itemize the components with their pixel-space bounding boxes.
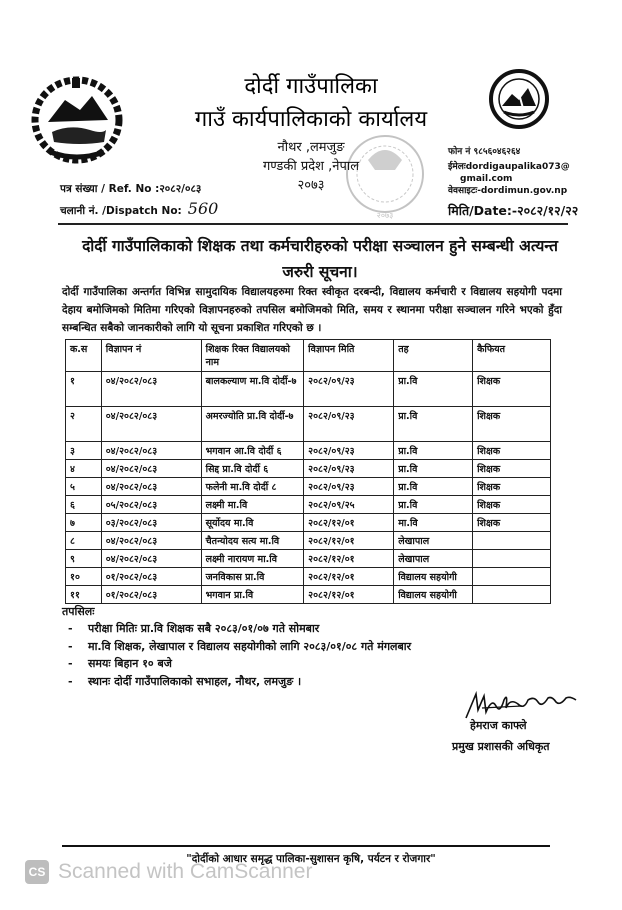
dispatch-value: 560 bbox=[187, 199, 219, 218]
cell-school: सिद्द प्रा.वि दोर्दी ६ bbox=[201, 460, 304, 478]
cell-remarks: शिक्षक bbox=[473, 442, 551, 460]
table-row bbox=[66, 514, 551, 532]
cell-ad-date: २०८२/०९/२३ bbox=[304, 407, 394, 442]
cell-ad-date: २०८२/१२/०१ bbox=[304, 532, 394, 550]
cell-ad-date: २०८२/१२/०१ bbox=[304, 514, 394, 532]
details-item-time: - समयः बिहान १० बजे bbox=[88, 655, 411, 673]
table-header-row bbox=[66, 340, 551, 372]
cell-ad-number: ०४/२०८२/०८३ bbox=[101, 478, 201, 496]
cell-serial: १ bbox=[66, 372, 102, 407]
cell-level: प्रा.वि bbox=[394, 372, 473, 407]
table-row bbox=[66, 372, 551, 407]
notice-body: दोर्दी गाउँपालिका अन्तर्गत विभिन्न सामुदायिक विद्यालयहरुमा रिक्त स्वीकृत दरबन्दी, विद्यालय कर्मचारी र विद्यालय सहयोगी पदमा देहाय बमोजिमको मितिमा गरिएको विज्ञापनहरुको तपसिल बमोजिमको मिति, समय र स्थानमा परीक्षा सञ्चालन गरिने भएको हुँदा सम्बन्धित सबैको जानकारीको लागि यो सूचना प्रकाशित गरिएको छ । bbox=[62, 286, 562, 334]
cell-level: विद्यालय सहयोगी bbox=[394, 586, 473, 604]
table-row bbox=[66, 478, 551, 496]
header-ad-date: विज्ञापन मिति bbox=[304, 340, 394, 372]
office-name: दोर्दी गाउँपालिका bbox=[244, 74, 378, 99]
advertisement-table bbox=[65, 339, 551, 604]
ref-label: पत्र संख्या / Ref. No : bbox=[60, 183, 160, 195]
table-row bbox=[66, 568, 551, 586]
cell-school: फलेनी मा.वि दोर्दी ८ bbox=[201, 478, 304, 496]
cell-serial: ३ bbox=[66, 442, 102, 460]
cell-remarks bbox=[473, 568, 551, 586]
cell-ad-number: ०४/२०८२/०८३ bbox=[101, 442, 201, 460]
cell-serial: ७ bbox=[66, 514, 102, 532]
cell-serial: ६ bbox=[66, 496, 102, 514]
camscanner-watermark: Scanned with CamScanner bbox=[58, 860, 313, 883]
table-row bbox=[66, 460, 551, 478]
table-row bbox=[66, 496, 551, 514]
table-row bbox=[66, 586, 551, 604]
cell-level: विद्यालय सहयोगी bbox=[394, 568, 473, 586]
table-row bbox=[66, 407, 551, 442]
cell-ad-number: ०४/२०८२/०८३ bbox=[101, 407, 201, 442]
table-row bbox=[66, 550, 551, 568]
cell-remarks: शिक्षक bbox=[473, 496, 551, 514]
cell-ad-number: ०५/२०८२/०८३ bbox=[101, 496, 201, 514]
cell-ad-date: २०८२/०९/२३ bbox=[304, 460, 394, 478]
details-list bbox=[88, 620, 411, 690]
table-row bbox=[66, 442, 551, 460]
cell-school: सूर्योदय मा.वि bbox=[201, 514, 304, 532]
signer-designation: प्रमुख प्रशासकी अधिकृत bbox=[452, 740, 550, 753]
notice-title-line-2: जरुरी सूचना। bbox=[282, 263, 358, 281]
letter-date bbox=[448, 202, 578, 219]
address-line-1: नौथर ,लमजुङ bbox=[277, 140, 345, 155]
cell-level: प्रा.वि bbox=[394, 478, 473, 496]
cell-serial: ९ bbox=[66, 550, 102, 568]
svg-text:२०७३: २०७३ bbox=[376, 211, 394, 220]
cell-level: प्रा.वि bbox=[394, 407, 473, 442]
cell-ad-number: ०४/२०८२/०८३ bbox=[101, 372, 201, 407]
established-year: २०७३ bbox=[297, 178, 325, 193]
cell-ad-date: २०८२/०९/२५ bbox=[304, 496, 394, 514]
cell-ad-date: २०८२/०९/२३ bbox=[304, 478, 394, 496]
contact-phone: फोन नं ९८५६०४६२६४ bbox=[448, 147, 521, 157]
details-item-secondary-date: - मा.वि शिक्षक, लेखापाल र विद्यालय सहयोगीको लागि २०८३/०१/०८ गते मंगलबार bbox=[88, 638, 411, 656]
dispatch-number bbox=[60, 199, 218, 218]
cell-school: अमरज्योति प्रा.वि दोर्दी-७ bbox=[201, 407, 304, 442]
contact-email: ईमेलःdordigaupalika073@ bbox=[448, 162, 570, 172]
details-title: तपसिलः bbox=[62, 605, 95, 618]
cell-school: लक्ष्मी नारायण मा.वि bbox=[201, 550, 304, 568]
cell-school: चैतन्योदय सत्य मा.वि bbox=[201, 532, 304, 550]
cell-ad-number: ०१/२०८२/०८३ bbox=[101, 586, 201, 604]
cell-remarks: शिक्षक bbox=[473, 478, 551, 496]
cell-level: प्रा.वि bbox=[394, 442, 473, 460]
cell-school: बालकल्याण मा.वि दोर्दी-७ bbox=[201, 372, 304, 407]
cell-serial: ११ bbox=[66, 586, 102, 604]
notice-title-line-1: दोर्दी गाउँपालिकाको शिक्षक तथा कर्मचारीहरुको परीक्षा सञ्चालन हुने सम्बन्धी अत्यन्त bbox=[82, 237, 558, 255]
reference-number bbox=[60, 182, 201, 196]
date-label: मिति/Date:- bbox=[448, 203, 518, 218]
cell-school: जनविकास प्रा.वि bbox=[201, 568, 304, 586]
ref-value: २०८२/०८३ bbox=[159, 183, 202, 195]
table-row bbox=[66, 532, 551, 550]
cell-ad-date: २०८२/१२/०१ bbox=[304, 568, 394, 586]
cell-remarks: शिक्षक bbox=[473, 514, 551, 532]
header-school: शिक्षक रिक्त विद्यालयको नाम bbox=[201, 340, 304, 372]
cell-ad-number: ०४/२०८२/०८३ bbox=[101, 532, 201, 550]
details-item-venue: - स्थानः दोर्दी गाउँपालिकाको सभाहल, नौथर, लमजुङ । bbox=[88, 673, 411, 691]
date-value: २०८२/१२/२२ bbox=[517, 203, 579, 218]
cell-level: लेखापाल bbox=[394, 550, 473, 568]
header-serial: क.स bbox=[66, 340, 102, 372]
cell-serial: १० bbox=[66, 568, 102, 586]
cell-remarks: शिक्षक bbox=[473, 372, 551, 407]
cell-ad-number: ०३/२०८२/०८३ bbox=[101, 514, 201, 532]
header-level: तह bbox=[394, 340, 473, 372]
dispatch-label: चलानी नं. /Dispatch No: bbox=[60, 205, 182, 217]
cell-level: प्रा.वि bbox=[394, 460, 473, 478]
cell-school: भगवान प्रा.वि bbox=[201, 586, 304, 604]
cell-ad-date: २०८२/०९/२३ bbox=[304, 442, 394, 460]
cell-level: लेखापाल bbox=[394, 532, 473, 550]
address-line-2: गण्डकी प्रदेश ,नेपाल bbox=[262, 159, 360, 174]
cell-remarks bbox=[473, 550, 551, 568]
header-ad-number: विज्ञापन नं bbox=[101, 340, 201, 372]
office-subtitle: गाउँ कार्यपालिकाको कार्यालय bbox=[194, 107, 428, 132]
cell-remarks: शिक्षक bbox=[473, 407, 551, 442]
footer-divider bbox=[62, 845, 550, 847]
cell-serial: ४ bbox=[66, 460, 102, 478]
cell-school: लक्ष्मी मा.वि bbox=[201, 496, 304, 514]
signature-image bbox=[462, 688, 582, 722]
contact-email-domain: gmail.com bbox=[460, 174, 513, 184]
header-divider bbox=[58, 223, 568, 225]
cell-ad-date: २०८२/१२/०१ bbox=[304, 586, 394, 604]
footer-motto: "दोर्दीको आधार समृद्ध पालिका-सुशासन कृषि, पर्यटन र रोजगार" bbox=[186, 853, 436, 865]
cell-remarks: शिक्षक bbox=[473, 460, 551, 478]
cell-serial: ८ bbox=[66, 532, 102, 550]
notice-title bbox=[40, 233, 600, 285]
cell-ad-date: २०८२/०९/२३ bbox=[304, 372, 394, 407]
header-remarks: कैफियत bbox=[473, 340, 551, 372]
cell-serial: २ bbox=[66, 407, 102, 442]
cell-level: प्रा.वि bbox=[394, 496, 473, 514]
signer-name: हेमराज काफ्ले bbox=[470, 719, 527, 732]
cell-remarks bbox=[473, 586, 551, 604]
camscanner-logo-icon: CS bbox=[25, 860, 49, 884]
cell-school: भगवान आ.वि दोर्दी ६ bbox=[201, 442, 304, 460]
cell-level: मा.वि bbox=[394, 514, 473, 532]
contact-website: वेवसाइटः-dordimun.gov.np bbox=[448, 186, 568, 196]
cell-serial: ५ bbox=[66, 478, 102, 496]
cell-ad-number: ०४/२०८२/०८३ bbox=[101, 550, 201, 568]
cell-ad-number: ०१/२०८२/०८३ bbox=[101, 568, 201, 586]
cell-remarks bbox=[473, 532, 551, 550]
details-item-exam-date: - परीक्षा मितिः प्रा.वि शिक्षक सबै २०८३/०१/०७ गते सोमबार bbox=[88, 620, 411, 638]
cell-ad-date: २०८२/१२/०१ bbox=[304, 550, 394, 568]
cell-ad-number: ०४/२०८२/०८३ bbox=[101, 460, 201, 478]
